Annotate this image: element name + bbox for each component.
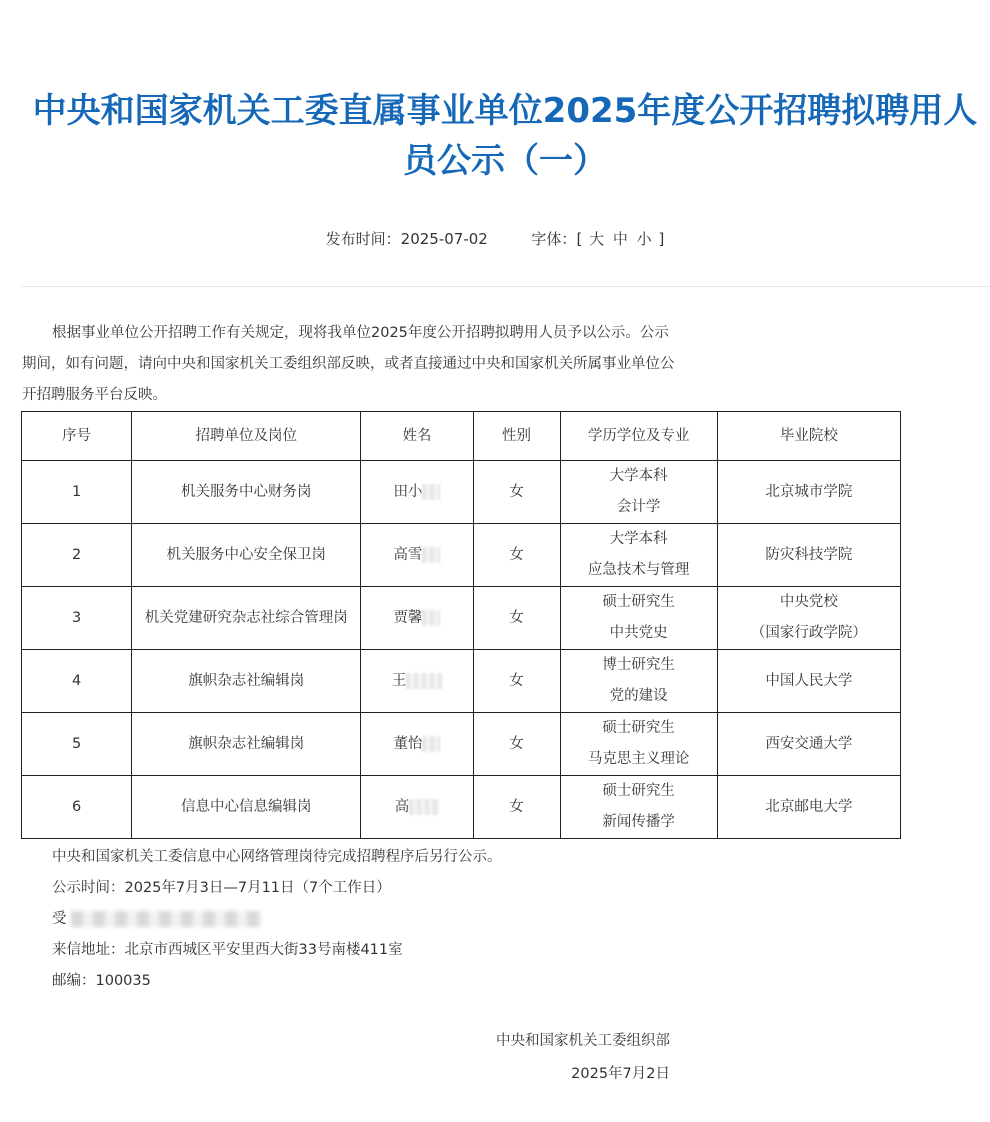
cell-name: [361, 650, 473, 713]
header-index: 序号: [22, 412, 132, 461]
note-contact-prefix: 受: [52, 911, 67, 927]
header-gender: 性别: [473, 412, 560, 461]
degree-text: 硕士研究生: [602, 783, 675, 799]
note-pending: 中央和国家机关工委信息中心网络管理岗待完成招聘程序后另行公示。: [52, 849, 502, 865]
major-text: 党的建设: [609, 688, 668, 704]
cell-index: 6: [22, 776, 132, 839]
table-header-row: [22, 412, 901, 461]
major-text: 会计学: [616, 499, 661, 515]
note-contact: [52, 904, 852, 935]
publish-label: 发布时间：: [325, 230, 401, 248]
bracket-open: [: [576, 230, 583, 248]
redacted-name: [422, 610, 440, 626]
major-text: 应急技术与管理: [587, 562, 690, 578]
school-text: 防灾科技学院: [765, 546, 853, 563]
signature-date: 2025年7月2日: [571, 1066, 670, 1082]
cell-index: 1: [22, 461, 132, 524]
cell-index: 4: [22, 650, 132, 713]
cell-degree: [560, 713, 717, 776]
divider: [22, 286, 990, 287]
article-meta: [0, 228, 990, 249]
major-text: 中共党史: [609, 625, 668, 641]
font-size-label: 字体：: [531, 230, 577, 248]
header-school: 毕业院校: [717, 412, 900, 461]
cell-post: 旗帜杂志社编辑岗: [132, 713, 361, 776]
note-address: 来信地址：北京市西城区平安里西大街33号南楼411室: [52, 942, 403, 958]
cell-post: 机关服务中心安全保卫岗: [132, 524, 361, 587]
header-name: 姓名: [361, 412, 473, 461]
note-postcode: 邮编：100035: [52, 973, 151, 989]
table-row: [22, 776, 901, 839]
table-row: [22, 461, 901, 524]
header-post: 招聘单位及岗位: [132, 412, 361, 461]
signature-org: 中央和国家机关工委组织部: [496, 1033, 670, 1049]
cell-post: 信息中心信息编辑岗: [132, 776, 361, 839]
redacted-name: [422, 736, 440, 752]
name-text: 高雪: [393, 546, 423, 563]
cell-post: 机关党建研究杂志社综合管理岗: [132, 587, 361, 650]
cell-gender: 女: [473, 461, 560, 524]
redacted-name: [422, 484, 440, 500]
cell-degree: [560, 461, 717, 524]
school-text: 中央党校: [779, 594, 838, 610]
cell-name: [361, 461, 473, 524]
cell-school: [717, 587, 900, 650]
school-text: 西安交通大学: [765, 735, 853, 752]
cell-gender: 女: [473, 713, 560, 776]
name-text: 高: [394, 798, 410, 815]
degree-text: 大学本科: [609, 531, 668, 547]
font-size-medium-button[interactable]: 中: [612, 230, 628, 248]
candidates-table: [21, 411, 901, 839]
note-period: 公示时间：2025年7月3日—7月11日（7个工作日）: [52, 880, 391, 896]
table-row: [22, 713, 901, 776]
cell-school: [717, 776, 900, 839]
table-row: [22, 587, 901, 650]
cell-index: 3: [22, 587, 132, 650]
cell-name: [361, 587, 473, 650]
school-text: 北京城市学院: [765, 483, 853, 500]
cell-post: 机关服务中心财务岗: [132, 461, 361, 524]
major-text: 马克思主义理论: [587, 751, 690, 767]
redacted-name: [409, 799, 439, 815]
font-size-small-button[interactable]: 小: [636, 230, 652, 248]
notice-notes: [52, 842, 852, 997]
cell-degree: [560, 524, 717, 587]
cell-name: [361, 776, 473, 839]
cell-post: 旗帜杂志社编辑岗: [132, 650, 361, 713]
page-title: 中央和国家机关工委直属事业单位2025年度公开招聘拟聘用人员公示（一）: [32, 91, 978, 181]
cell-school: [717, 461, 900, 524]
redacted-name: [422, 547, 440, 563]
cell-degree: [560, 587, 717, 650]
name-text: 王: [391, 672, 407, 689]
bracket-close: ]: [658, 230, 665, 248]
table-row: [22, 524, 901, 587]
degree-text: 大学本科: [609, 468, 668, 484]
font-size-large-button[interactable]: 大: [589, 230, 605, 248]
degree-text: 硕士研究生: [602, 720, 675, 736]
cell-name: [361, 713, 473, 776]
name-text: 贾馨: [393, 609, 423, 626]
cell-gender: 女: [473, 587, 560, 650]
name-text: 田小: [393, 483, 423, 500]
cell-school: [717, 650, 900, 713]
cell-index: 2: [22, 524, 132, 587]
degree-text: 博士研究生: [602, 657, 675, 673]
signature-block: [470, 1025, 670, 1091]
intro-paragraph: 根据事业单位公开招聘工作有关规定，现将我单位2025年度公开招聘拟聘用人员予以公示。公示期间，如有问题，请向中央和国家机关工委组织部反映，或者直接通过中央和国家机关所属事业单位公开招聘服务平台反映。: [22, 325, 675, 403]
cell-degree: [560, 650, 717, 713]
name-text: 董怡: [393, 735, 423, 752]
publish-date: 2025-07-02: [400, 230, 488, 248]
cell-school: [717, 524, 900, 587]
cell-school: [717, 713, 900, 776]
cell-gender: 女: [473, 650, 560, 713]
cell-name: [361, 524, 473, 587]
major-text: 新闻传播学: [602, 814, 675, 830]
cell-gender: 女: [473, 776, 560, 839]
cell-gender: 女: [473, 524, 560, 587]
cell-degree: [560, 776, 717, 839]
school-subtext: （国家行政学院）: [750, 625, 867, 641]
table-row: [22, 650, 901, 713]
cell-index: 5: [22, 713, 132, 776]
school-text: 北京邮电大学: [765, 798, 853, 815]
redacted-contact: [71, 911, 261, 927]
redacted-name: [406, 673, 442, 689]
degree-text: 硕士研究生: [602, 594, 675, 610]
header-degree: 学历学位及专业: [560, 412, 717, 461]
school-text: 中国人民大学: [765, 672, 853, 689]
